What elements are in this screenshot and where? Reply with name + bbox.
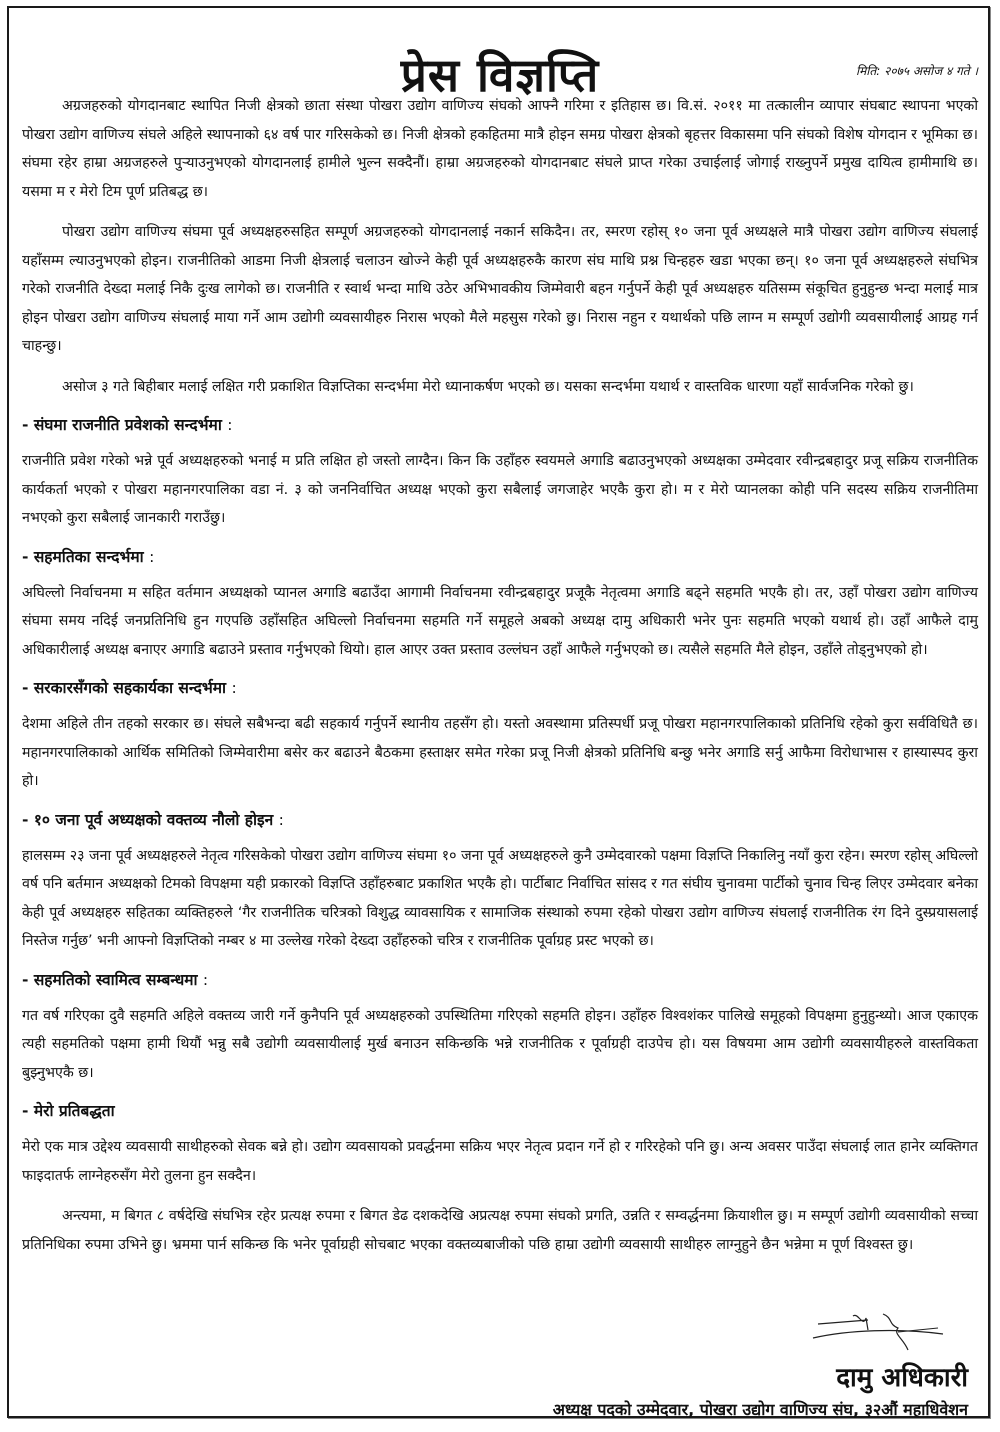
heading-text: - संघमा राजनीति प्रवेशको सन्दर्भमा — [22, 416, 222, 434]
heading-text: - मेरो प्रतिबद्धता — [22, 1102, 115, 1120]
section-body-government: देशमा अहिले तीन तहको सरकार छ। संघले सबैभन्दा बढी सहकार्य गर्नुपर्ने स्थानीय तहसँग हो। यस्तो अवस्थामा प्रतिस्पर्धी प्रजू पोखरा महानगरपालिकाको प्रतिनिधि रहेको कुरा सर्वविधितै छ। महानगरपालिकाको आर्थिक समितिको जिम्मेवारीमा बसेर कर बढाउने बैठकमा हस्ताक्षर समेत गरेका प्रजू निजी क्षेत्रको प्रतिनिधि बन्छु भनेर अगाडि सर्नु आफैमा विरोधाभास र हास्यास्पद कुरा हो। — [22, 716, 978, 789]
heading-colon: : — [278, 810, 284, 829]
heading-text: - सहमतिका सन्दर्भमा — [22, 547, 144, 566]
heading-colon: : — [202, 970, 209, 989]
intro-paragraph-3: असोज ३ गते बिहीबार मलाई लक्षित गरी प्रकाशित विज्ञप्तिका सन्दर्भमा मेरो ध्यानाकर्षण भएको छ। यसका सन्दर्भमा यथार्थ र वास्तविक धारणा यहाँ सार्वजनिक गरेको छु। — [62, 378, 914, 395]
intro-paragraph-2: पोखरा उद्योग वाणिज्य संघमा पूर्व अध्यक्षहरुसहित सम्पूर्ण अग्रजहरुको योगदानलाई नकार्न सकिदैन। तर, स्मरण रहोस् १० जना पूर्व अध्यक्षले मात्रै पोखरा उद्योग वाणिज्य संघलाई यहाँसम्म ल्याउनुभएको होइन। राजनीतिको आडमा निजी क्षेत्रलाई चलाउन खोज्ने केही पूर्व अध्यक्षहरुकै कारण संघ माथि प्रश्न चिन्हहरु खडा भएका छन्। १० जना पूर्व अध्यक्षहरुले संघभित्र गरेको राजनीति देख्दा मलाई निकै दुःख लागेको छ। राजनीति र स्वार्थ भन्दा माथि उठेर अभिभावकीय जिम्मेवारी बहन गर्नुपर्ने केही पूर्व अध्यक्षहरु यतिसम्म संकूचित हुनुहुन्छ भन्दा मलाई मात्र होइन पोखरा उद्योग वाणिज्य संघलाई माया गर्ने आम उद्योगी व्यवसायीहरु निरास भएको मैले महसुस गरेको छु। निरास नहुन र यथार्थको पछि लाग्न म सम्पूर्ण उद्योगी व्यवसायीलाई आग्रह गर्न चाहन्छु। — [22, 224, 978, 354]
section-body-ownership: गत वर्ष गरिएका दुवै सहमति अहिले वक्तव्य जारी गर्ने कुनैपनि पूर्व अध्यक्षहरुको उपस्थितिमा गरिएको सहमति होइन। उहाँहरु विश्वशंकर पालिखे समूहको विपक्षमा हुनुहुन्थ्यो। आज एकाएक त्यही सहमतिको पक्षमा हामी थियौं भन्नु सबै उद्योगी व्यवसायीलाई मुर्ख बनाउन सकिन्छकि भन्ने राजनीतिक र पूर्वाग्रही दाउपेच हो। यस विषयमा आम उद्योगी व्यवसायीहरुले वास्तविकता बुझ्नुभएकै छ। — [22, 1007, 978, 1081]
section-body-commitment: मेरो एक मात्र उद्देश्य व्यवसायी साथीहरुको सेवक बन्ने हो। उद्योग व्यवसायको प्रवर्द्धनमा सक्रिय भएर नेतृत्व प्रदान गर्ने हो र गरिरहेको पनि छु। अन्य अवसर पाउँदा संघलाई लात हानेर व्यक्तिगत फाइदातर्फ लाग्नेहरुसँग मेरो तुलना हुन सक्दैन। — [22, 1139, 978, 1184]
section-heading-ownership — [22, 968, 978, 992]
section-heading-commitment — [22, 1099, 978, 1123]
document-date: मिति: २०७५ असोज ४ गते । — [856, 64, 978, 78]
heading-colon: : — [231, 679, 237, 697]
heading-colon: : — [149, 547, 155, 566]
heading-text: - सरकारसँगको सहकार्यका सन्दर्भमा — [22, 679, 227, 697]
closing-paragraph: अन्त्यमा, म बिगत ८ वर्षदेखि संघभित्र रहेर प्रत्यक्ष रुपमा र बिगत डेढ दशकदेखि अप्रत्यक्ष रुपमा संघको प्रगति, उन्नति र सम्वर्द्धनमा क्रियाशील छु। म सम्पूर्ण उद्योगी व्यवसायीको सच्चा प्रतिनिधिका रुपमा उभिने छु। भ्रममा पार्न सकिन्छ कि भनेर पूर्वाग्रही सोचबाट भएका वक्तव्यबाजीको पछि हाम्रा उद्योगी व्यवसायी साथीहरु लाग्नुहुने छैन भन्नेमा म पूर्ण विश्वस्त छु। — [22, 1208, 978, 1253]
document-body — [22, 92, 978, 1271]
heading-colon: : — [227, 416, 233, 434]
heading-text: - सहमतिको स्वामित्व सम्बन्धमा — [22, 970, 198, 989]
section-heading-statement — [22, 808, 978, 832]
signature-icon — [808, 1310, 948, 1360]
section-heading-government — [22, 676, 978, 700]
document-title: प्रेस विज्ञप्ति — [400, 47, 600, 102]
signatory-name: दामु अधिकारी — [836, 1363, 968, 1393]
section-heading-politics — [22, 413, 978, 437]
section-heading-agreement — [22, 545, 978, 569]
heading-text: - १० जना पूर्व अध्यक्षको वक्तव्य नौलो होइन — [22, 810, 274, 829]
section-body-agreement: अघिल्लो निर्वाचनमा म सहित वर्तमान अध्यक्षको प्यानल अगाडि बढाउँदा आगामी निर्वाचनमा रवीन्द्रबहादुर प्रजूकै नेतृत्वमा अगाडि बढ्ने सहमति भएकै हो। तर, उहाँ पोखरा उद्योग वाणिज्य संघमा समय नदिई जनप्रतिनिधि हुन गएपछि उहाँसहित अघिल्लो निर्वाचनमा सहमति गर्ने समूहले अबको अध्यक्ष दामु अधिकारी भनेर पुनः सहमति भएको यथार्थ हो। उहाँ आफैले दामु अधिकारीलाई अध्यक्ष बनाएर अगाडि बढाउने प्रस्ताव गर्नुभएको थियो। हाल आएर उक्त प्रस्ताव उल्लंघन उहाँ आफैले गर्नुभएको छ। त्यसैले सहमति मैले होइन, उहाँले तोड्नुभएको हो। — [22, 584, 978, 658]
section-body-statement: हालसम्म २३ जना पूर्व अध्यक्षहरुले नेतृत्व गरिसकेको पोखरा उद्योग वाणिज्य संघमा १० जना पूर्व अध्यक्षहरुले कुनै उम्मेदवारको पक्षमा विज्ञप्ति निकालिनु नयाँ कुरा रहेन। स्मरण रहोस् अघिल्लो वर्ष पनि बर्तमान अध्यक्षको टिमको विपक्षमा यही प्रकारको विज्ञप्ति उहाँहरुबाट प्रकाशित भएकै हो। पार्टीबाट निर्वाचित सांसद र गत संघीय चुनावमा पार्टीको चुनाव चिन्ह लिएर उम्मेदवार बनेका केही पूर्व अध्यक्षहरु सहितका व्यक्तिहरुले ‘गैर राजनीतिक चरित्रको विशुद्ध व्यावसायिक र सामाजिक संस्थाको रुपमा रहेको पोखरा उद्योग वाणिज्य संघलाई राजनीतिक रंग दिने दुस्प्रयासलाई निस्तेज गर्नुछ’ भनी आफ्नो विज्ञप्तिको नम्बर ४ मा उल्लेख गरेको देख्दा उहाँहरुको चरित्र र राजनीतिक पूर्वाग्रह प्रस्ट भएको छ। — [22, 847, 978, 949]
section-body-politics: राजनीति प्रवेश गरेको भन्ने पूर्व अध्यक्षहरुको भनाई म प्रति लक्षित हो जस्तो लाग्दैन। किन कि उहाँहरु स्वयमले अगाडि बढाउनुभएको अध्यक्षका उम्मेदवार रवीन्द्रबहादुर प्रजू सक्रिय राजनीतिक कार्यकर्ता भएको र पोखरा महानगरपालिका वडा नं. ३ को जननिर्वाचित अध्यक्ष भएको कुरा सबैलाई जगजाहेर भएकै कुरा हो। म र मेरो प्यानलका कोही पनि सदस्य सक्रिय राजनीतिमा नभएको कुरा सबैलाई जानकारी गराउँछु। — [22, 453, 978, 526]
intro-paragraph-1: अग्रजहरुको योगदानबाट स्थापित निजी क्षेत्रको छाता संस्था पोखरा उद्योग वाणिज्य संघको आफ्नै गरिमा र इतिहास छ। वि.सं. २०११ मा तत्कालीन व्यापार संघबाट स्थापना भएको पोखरा उद्योग वाणिज्य संघले अहिले स्थापनाको ६४ वर्ष पार गरिसकेको छ। निजी क्षेत्रको हकहितमा मात्रै होइन समग्र पोखरा क्षेत्रको बृहत्तर विकासमा पनि संघको विशेष योगदान र भूमिका छ। संघमा रहेर हाम्रा अग्रजहरुले पुर्‍याउनुभएको योगदानलाई हामीले भुल्न सक्दैनौं। हाम्रा अग्रजहरुको योगदानबाट संघले प्राप्त गरेका उचाईलाई जोगाई राख्नुपर्ने प्रमुख दायित्व हामीमाथि छ। यसमा म र मेरो टिम पूर्ण प्रतिबद्ध छ। — [22, 98, 978, 200]
signatory-role: अध्यक्ष पदको उम्मेदवार, पोखरा उद्योग वाणिज्य संघ, ३२औं महाधिवेशन — [552, 1400, 968, 1419]
